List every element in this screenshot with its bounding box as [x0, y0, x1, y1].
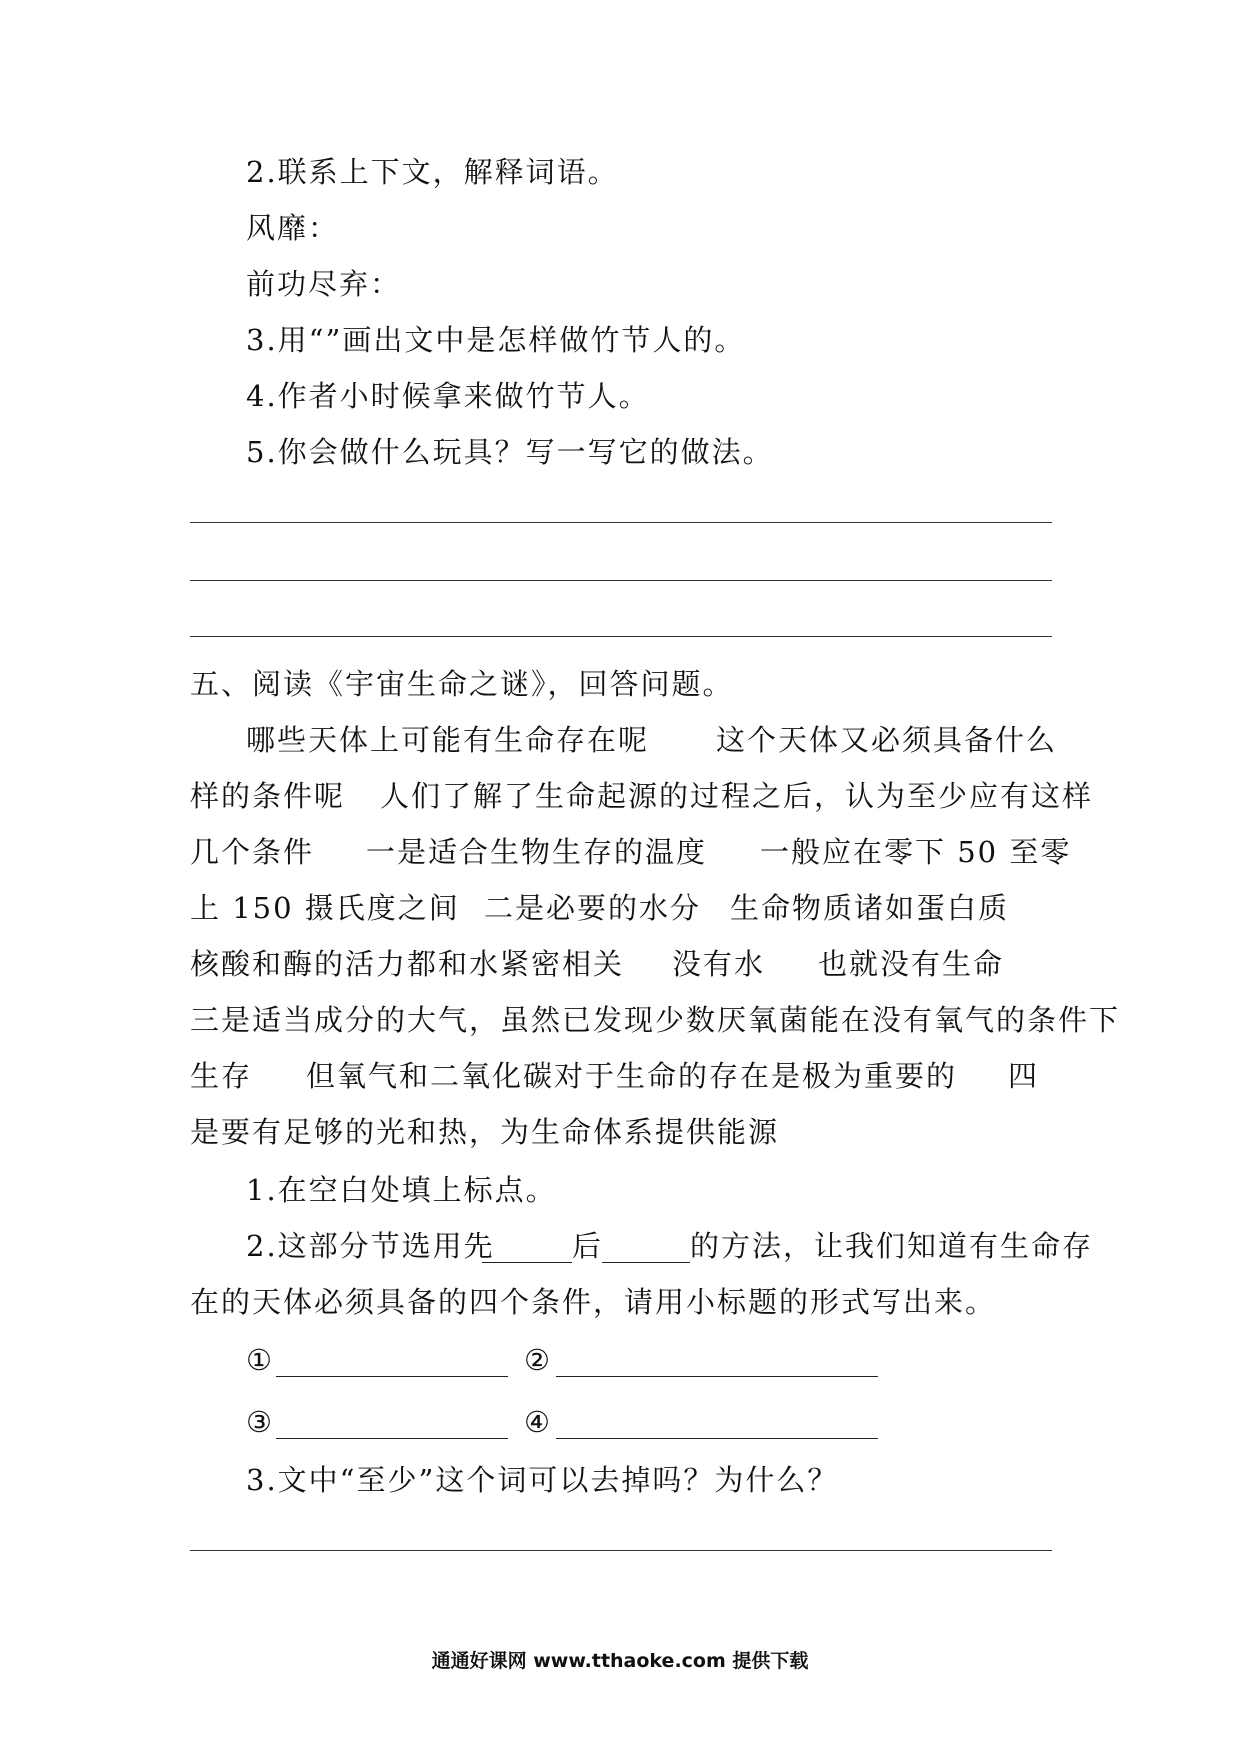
section-5-question-2-end: 的方法，让我们知道有生命存 [690, 1229, 1094, 1263]
passage-text: 一是适合生物生存的温度 [366, 835, 708, 869]
answer-line[interactable] [190, 636, 1052, 637]
passage-text: 这个天体又必须具备什么 [716, 723, 1058, 757]
answer-line[interactable] [190, 522, 1052, 523]
passage-text: 二是必要的水分 [484, 891, 702, 925]
answer-line[interactable] [190, 1550, 1052, 1551]
circled-number-1: ① [246, 1343, 274, 1377]
section-5-question-3: 3.文中“至少”这个词可以去掉吗？为什么？ [246, 1463, 839, 1497]
passage-text: 人们了解了生命起源的过程之后，认为至少应有这样 [380, 779, 1094, 813]
subtitle-answer-3[interactable] [276, 1408, 508, 1439]
answer-line[interactable] [190, 580, 1052, 581]
passage-text: 核酸和酶的活力都和水紧密相关 [190, 947, 625, 981]
passage-text: 生存 [190, 1059, 253, 1093]
subtitle-answer-4[interactable] [556, 1408, 878, 1439]
section-5-question-2-mid: 后 [572, 1229, 604, 1263]
circled-number-4: ④ [524, 1405, 552, 1439]
passage-text: 四 [1008, 1059, 1040, 1093]
passage-text: 三是适当成分的大气，虽然已发现少数厌氧菌能在没有氧气的条件下 [190, 1003, 1121, 1037]
passage-text: 但氧气和二氧化碳对于生命的存在是极为重要的 [306, 1059, 958, 1093]
subtitle-answer-1[interactable] [276, 1346, 508, 1377]
passage-text: 一般应在零下 50 至零 [760, 835, 1072, 869]
passage-text: 是要有足够的光和热，为生命体系提供能源 [190, 1115, 780, 1149]
word-qiangongjinqi-label: 前功尽弃： [246, 267, 402, 301]
footer-watermark: 通通好课网 www.tthaoke.com 提供下载 [431, 1650, 809, 1672]
section-5-question-1: 1.在空白处填上标点。 [246, 1173, 557, 1207]
question-3-underline: 3.用“”画出文中是怎样做竹节人的。 [246, 323, 746, 357]
circled-number-2: ② [524, 1343, 552, 1377]
section-5-title: 五、阅读《宇宙生命之谜》，回答问题。 [190, 667, 734, 701]
subtitle-answer-2[interactable] [556, 1346, 878, 1377]
circled-number-3: ③ [246, 1405, 274, 1439]
question-5-toy: 5.你会做什么玩具？写一写它的做法。 [246, 435, 774, 469]
passage-text: 也就没有生命 [818, 947, 1005, 981]
passage-text: 没有水 [672, 947, 766, 981]
passage-text: 几个条件 [190, 835, 315, 869]
passage-text: 上 150 摄氏度之间 [190, 891, 460, 925]
question-2-explain-words: 2.联系上下文，解释词语。 [246, 155, 619, 189]
section-5-question-2-cont: 在的天体必须具备的四个条件，请用小标题的形式写出来。 [190, 1285, 997, 1319]
passage-text: 哪些天体上可能有生命存在呢 [246, 723, 650, 757]
question-4-material: 4.作者小时候拿来做竹节人。 [246, 379, 650, 413]
word-fengmi-label: 风靡： [246, 211, 340, 245]
section-5-question-2: 2.这部分节选用先 [246, 1229, 495, 1263]
passage-text: 生命物质诸如蛋白质 [730, 891, 1010, 925]
passage-text: 样的条件呢 [190, 779, 346, 813]
fill-blank-1[interactable] [482, 1232, 572, 1263]
fill-blank-2[interactable] [602, 1232, 690, 1263]
